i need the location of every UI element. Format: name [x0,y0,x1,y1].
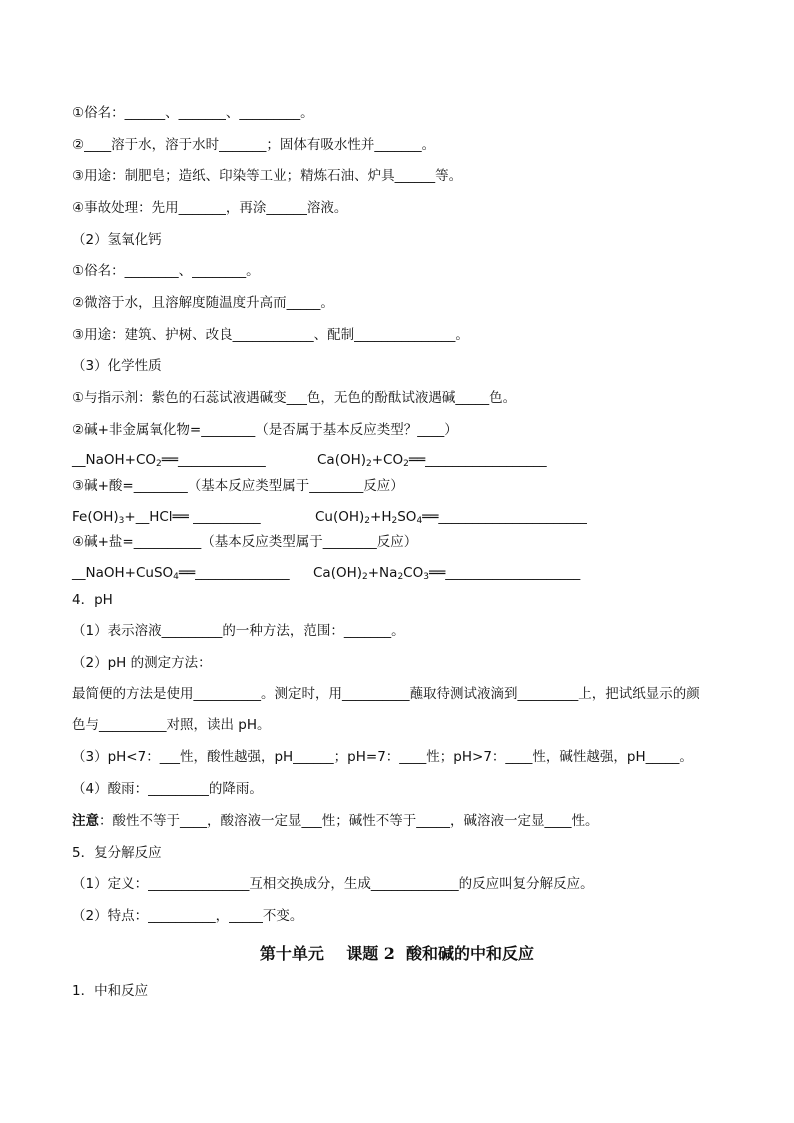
section-double-decomposition: 5．复分解反应 [72,845,162,861]
equation-feoh3-hcl: $Fe(OH)_3+\_\_HCl══$ __________ [72,509,261,526]
ph-measurement-method-cont: 色与__________对照，读出 pH。 [72,717,271,733]
naoh-solubility: ②____溶于水，溶于水时_______；固体有吸水性并_______。 [72,137,436,153]
naoh-common-names: ①俗名：______、_______、_________。 [72,105,314,121]
neutralization-heading: 1．中和反应 [72,983,149,999]
equation-caoh2-co2: $Ca(OH)_2+CO_2══\_\_\_\_\_\_\_\_\_\_\_\_\_\_\_\_\_\_$ [317,452,547,469]
naoh-uses: ③用途：制肥皂；造纸、印染等工业；精炼石油、炉具______等。 [72,168,463,184]
base-nonmetal-oxide: ②碱+非金属氧化物=________（是否属于基本反应类型？____） [72,422,458,438]
subheading-chemical-properties: （3）化学性质 [72,358,162,374]
equation-cuoh2-h2so4: $Cu(OH)_2+H_2SO_4══\_\_\_\_\_\_\_\_\_\_\_\_\_\_\_\_\_\_\_\_\_\_$ [315,509,587,526]
double-decomposition-definition: （1）定义：_______________互相交换成分，生成_____________的反应叫复分解反应。 [72,876,594,892]
naoh-accident-handling: ④事故处理：先用_______，再涂______溶液。 [72,200,348,216]
equation-naoh-co2: $\_\_NaOH+CO_2══\_\_\_\_\_\_\_\_\_\_\_\_\_$ [72,452,266,469]
caoh2-common-names: ①俗名：________、________。 [72,263,260,279]
equation-caoh2-na2co3: $Ca(OH)_2+Na_2CO_3══\_\_\_\_\_\_\_\_\_\_\_\_\_\_\_\_\_\_\_\_$ [313,565,581,582]
caoh2-uses: ③用途：建筑、护树、改良____________、配制_______________。 [72,327,469,343]
section-title: 第十单元 课题 2 酸和碱的中和反应 [259,944,535,963]
acid-rain: （4）酸雨：_________的降雨。 [72,781,263,797]
equation-naoh-cuso4: __NaOH+CuSO$_4$══______________ [72,565,290,582]
indicator-property: ①与指示剂：紫色的石蕊试液遇碱变___色，无色的酚酞试液遇碱_____色。 [72,390,517,406]
ph-acidity-relation: （3）pH<7：___性，酸性越强，pH______；pH=7：____性；pH>7：____性，碱性越强，pH_____。 [72,749,693,765]
note-line: 注意：酸性不等于____，酸溶液一定显___性；碱性不等于_____，碱溶液一定显____性。 [72,813,599,829]
subheading-calcium-hydroxide: （2）氢氧化钙 [72,232,162,248]
ph-measurement-method: 最简便的方法是使用__________。测定时，用__________蘸取待测试液滴到_________上，把试纸显示的颜 [72,686,700,702]
section-ph-heading: 4．pH [72,592,113,608]
base-salt: ④碱+盐=__________（基本反应类型属于________反应） [72,534,418,550]
note-label: 注意 [72,813,99,829]
base-acid: ③碱+酸=________（基本反应类型属于________反应） [72,478,404,494]
ph-definition: （1）表示溶液_________的一种方法，范围：_______。 [72,623,405,639]
double-decomposition-features: （2）特点：__________，_____不变。 [72,908,304,924]
ph-measurement-heading: （2）pH 的测定方法： [72,655,212,671]
caoh2-solubility: ②微溶于水，且溶解度随温度升高而_____。 [72,295,334,311]
